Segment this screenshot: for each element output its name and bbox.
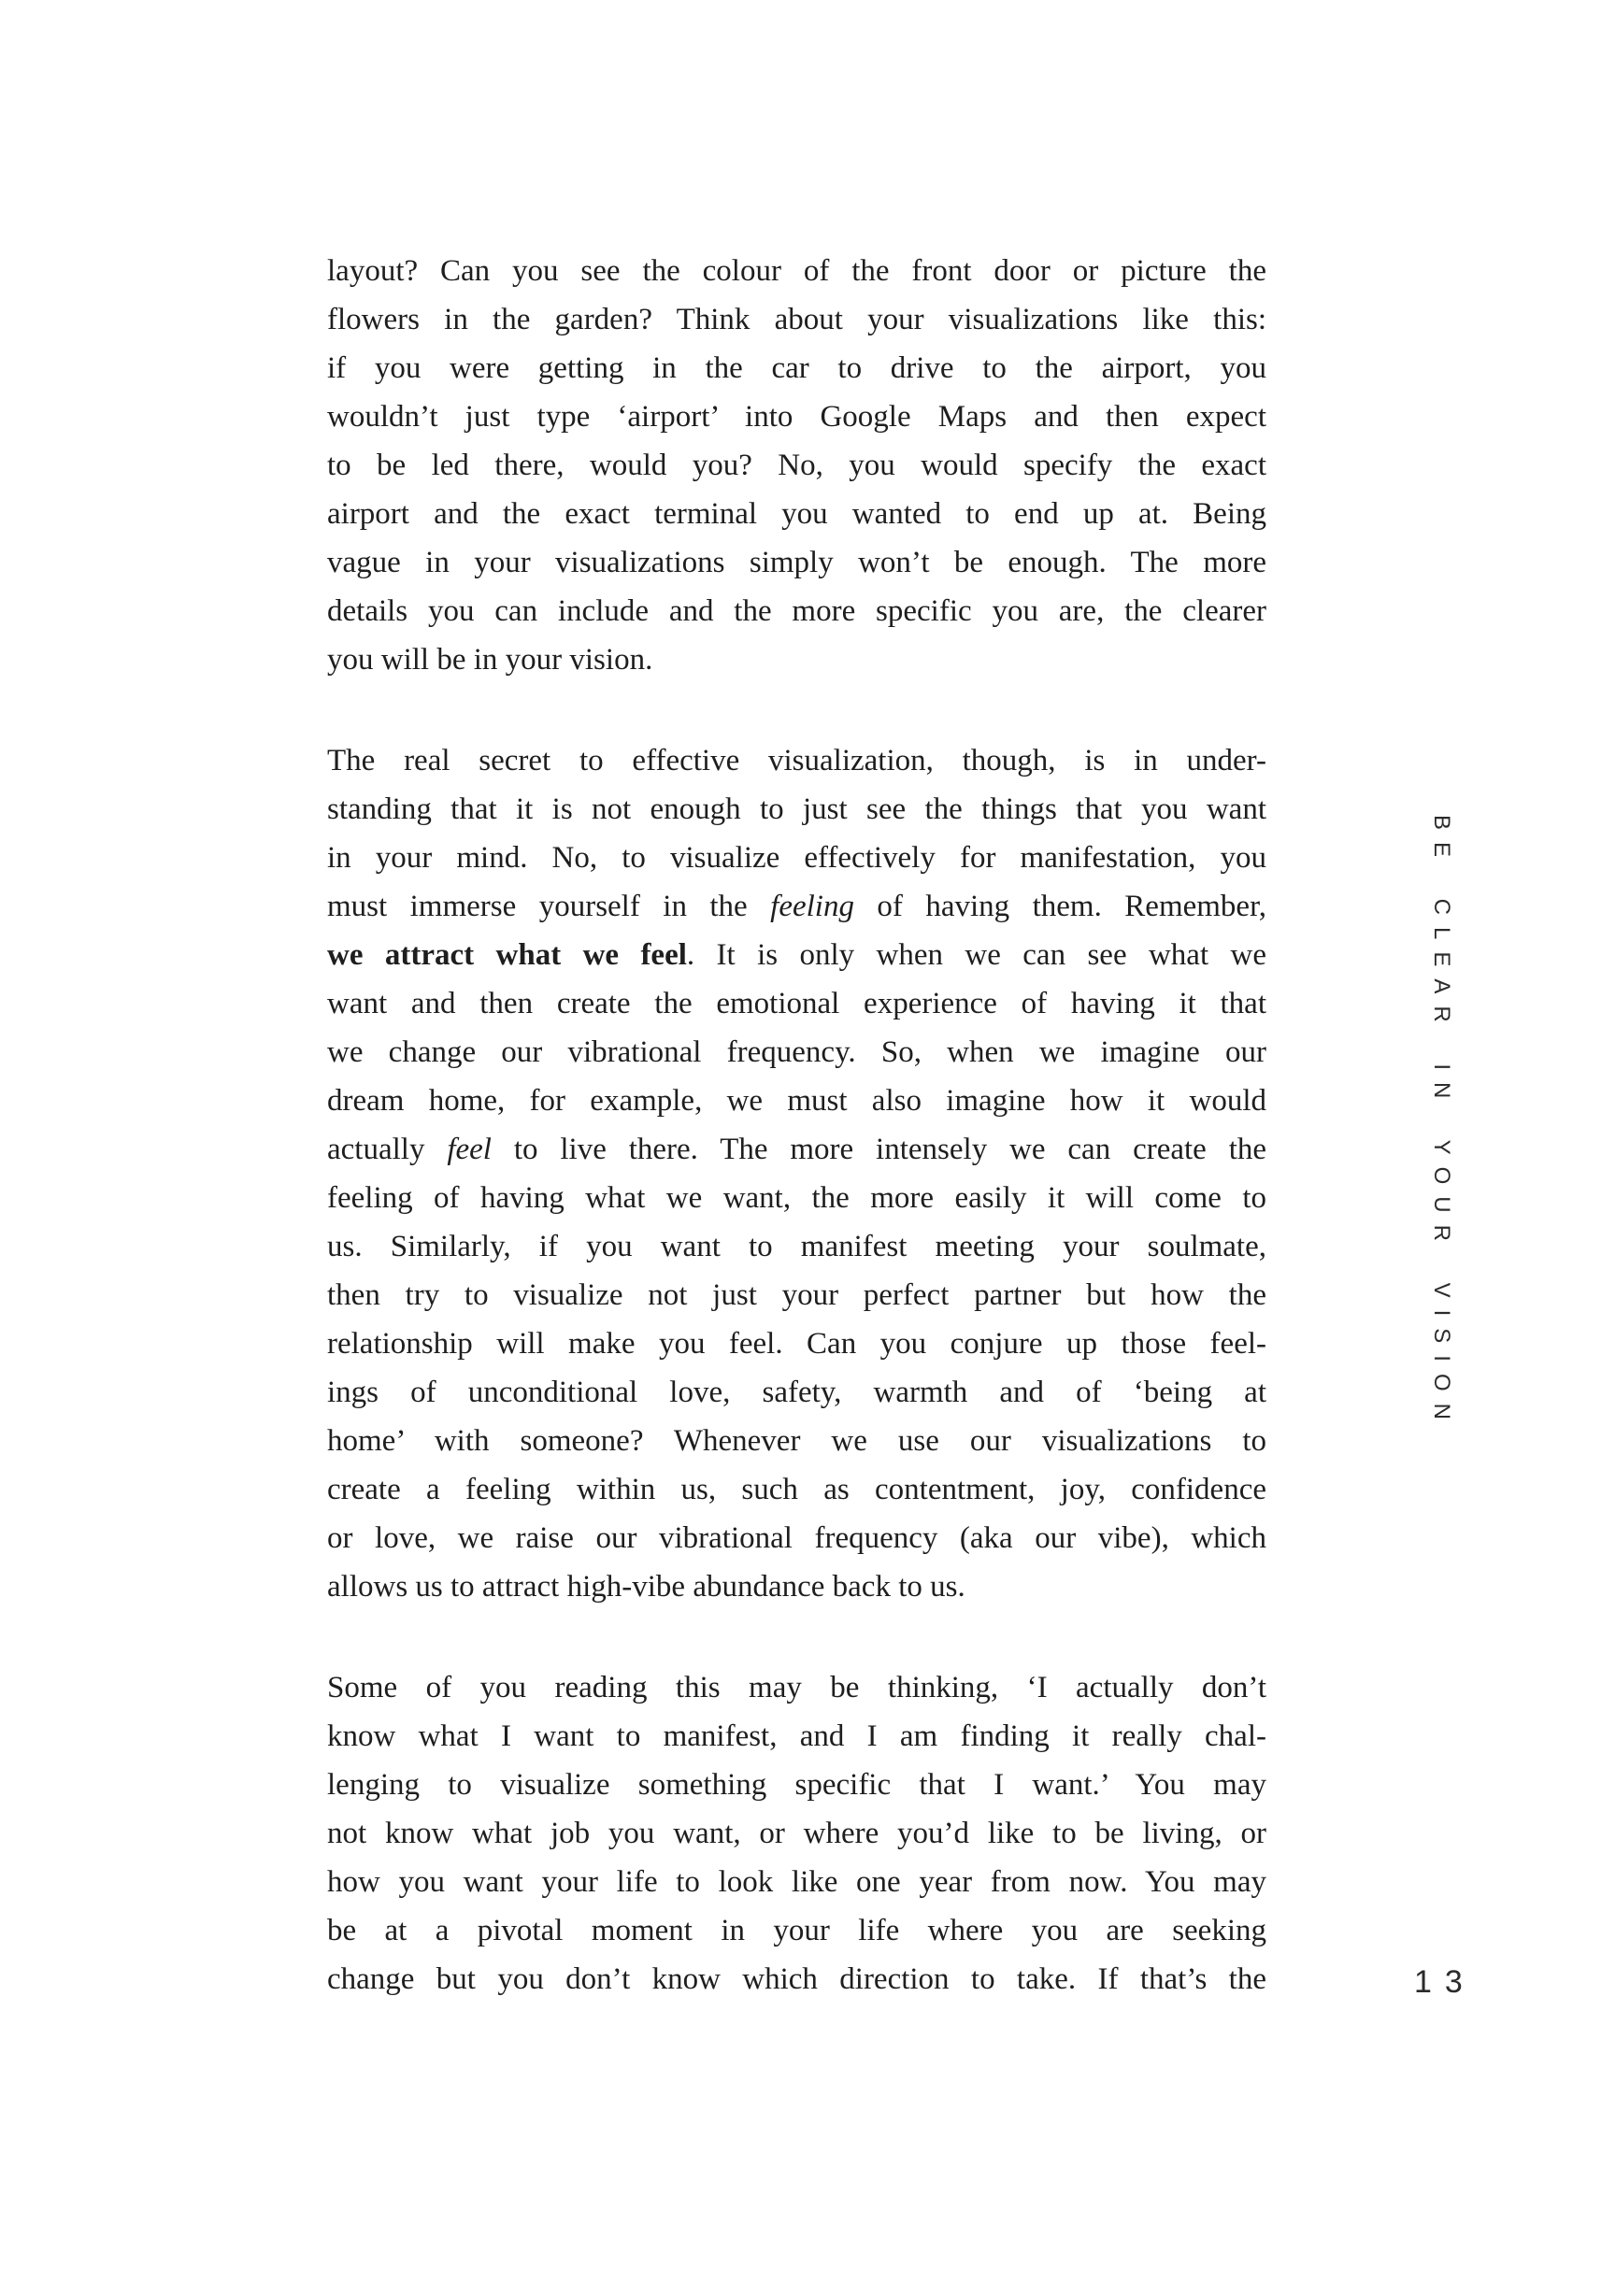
chapter-title-text: BE CLEAR IN YOUR VISION (1429, 815, 1454, 1432)
text-segment: you will be in your vision. (327, 643, 653, 677)
text-segment: ings of unconditional love, safety, warmth and of ‘being at (327, 1376, 1266, 1409)
text-line (327, 1858, 1266, 1906)
text-line (327, 1465, 1266, 1514)
text-line (327, 1417, 1266, 1465)
text-line (327, 1174, 1266, 1222)
text-line (327, 392, 1266, 441)
text-segment: flowers in the garden? Think about your visualizations like this: (327, 303, 1266, 336)
text-segment: details you can include and the more specific you are, the clearer (327, 594, 1266, 628)
text-segment: layout? Can you see the colour of the front door or picture the (327, 254, 1266, 288)
text-line (327, 1271, 1266, 1319)
paragraph (327, 736, 1266, 1611)
text-segment: us. Similarly, if you want to manifest meeting your soulmate, (327, 1230, 1266, 1263)
text-line (327, 344, 1266, 392)
text-segment: want and then create the emotional experience of having it that (327, 987, 1266, 1020)
text-segment: to live there. The more intensely we can create the (491, 1133, 1266, 1166)
text-segment: change but you don’t know which direction to take. If that’s the (327, 1962, 1266, 1996)
text-segment: in your mind. No, to visualize effectively for manifestation, you (327, 841, 1266, 875)
text-line (327, 1319, 1266, 1368)
text-segment: we change our vibrational frequency. So, when we imagine our (327, 1035, 1266, 1069)
text-line (327, 490, 1266, 538)
text-line (327, 931, 1266, 979)
text-segment: vague in your visualizations simply won’t be enough. The more (327, 546, 1266, 579)
text-segment: how you want your life to look like one year from now. You may (327, 1865, 1266, 1899)
text-segment: of having them. Remember, (853, 890, 1266, 923)
text-segment: know what I want to manifest, and I am finding it really chal- (327, 1719, 1266, 1753)
text-segment: relationship will make you feel. Can you conjure up those feel- (327, 1327, 1266, 1361)
text-segment: allows us to attract high-vibe abundance back to us. (327, 1570, 965, 1604)
text-segment: create a feeling within us, such as contentment, joy, confidence (327, 1473, 1266, 1506)
text-segment: Some of you reading this may be thinking, ‘I actually don’t (327, 1671, 1266, 1704)
text-segment: actually (327, 1133, 448, 1166)
text-segment: if you were getting in the car to drive to the airport, you (327, 351, 1266, 385)
text-line (327, 247, 1266, 295)
body-text (327, 247, 1266, 2004)
text-line (327, 1222, 1266, 1271)
text-line (327, 538, 1266, 587)
text-line (327, 1663, 1266, 1712)
text-segment: not know what job you want, or where you’d like to be living, or (327, 1817, 1266, 1850)
text-segment: then try to visualize not just your perfect partner but how the (327, 1278, 1266, 1312)
text-segment: feeling of having what we want, the more easily it will come to (327, 1181, 1266, 1215)
text-segment: feeling (770, 890, 854, 923)
text-line (327, 1955, 1266, 2004)
text-segment: dream home, for example, we must also imagine how it would (327, 1084, 1266, 1118)
text-segment: home’ with someone? Whenever we use our visualizations to (327, 1424, 1266, 1458)
text-line (327, 1077, 1266, 1125)
chapter-title-vertical (1428, 815, 1454, 1432)
text-segment: standing that it is not enough to just see the things that you want (327, 792, 1266, 826)
text-line (327, 736, 1266, 785)
text-line (327, 1712, 1266, 1761)
text-line (327, 441, 1266, 490)
text-segment: or love, we raise our vibrational frequency (aka our vibe), which (327, 1521, 1266, 1555)
text-line (327, 882, 1266, 931)
text-line (327, 635, 1266, 684)
text-line (327, 834, 1266, 882)
text-segment: we attract what we feel (327, 938, 687, 972)
text-line (327, 295, 1266, 344)
text-line (327, 1028, 1266, 1077)
paragraph (327, 247, 1266, 684)
text-segment: lenging to visualize something specific that I want.’ You may (327, 1768, 1266, 1802)
paragraph (327, 1663, 1266, 2004)
text-segment: . It is only when we can see what we (686, 938, 1266, 972)
text-segment: wouldn’t just type ‘airport’ into Google Maps and then expect (327, 400, 1266, 434)
text-line (327, 1368, 1266, 1417)
text-line (327, 587, 1266, 635)
text-line (327, 1809, 1266, 1858)
text-line (327, 1562, 1266, 1611)
text-segment: airport and the exact terminal you wanted to end up at. Being (327, 497, 1266, 531)
text-segment: feel (447, 1133, 492, 1166)
page-number: 13 (1414, 1964, 1476, 2000)
text-line (327, 1125, 1266, 1174)
text-segment: must immerse yourself in the (327, 890, 771, 923)
text-line (327, 785, 1266, 834)
text-segment: The real secret to effective visualization, though, is in under- (327, 744, 1266, 777)
text-line (327, 979, 1266, 1028)
text-segment: be at a pivotal moment in your life where you are seeking (327, 1914, 1266, 1947)
text-segment: to be led there, would you? No, you would specify the exact (327, 449, 1266, 482)
text-line (327, 1514, 1266, 1562)
text-line (327, 1761, 1266, 1809)
text-line (327, 1906, 1266, 1955)
